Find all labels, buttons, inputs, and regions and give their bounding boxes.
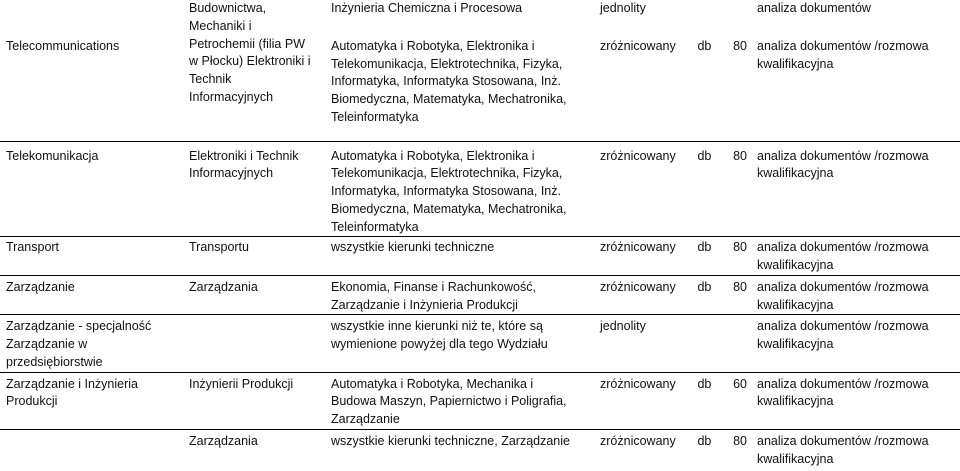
cell-mode: zróżnicowany db 80 <box>594 237 749 276</box>
cell-prior-study: wszystkie kierunki techniczne, Zarządzanie <box>331 433 570 448</box>
cell-procedure: analiza dokumentów /rozmowa kwalifikacyjna <box>749 237 960 276</box>
table-row <box>0 429 960 471</box>
table-row <box>0 315 960 372</box>
cell-faculty: Transportu <box>183 237 325 276</box>
cell-procedure: analiza dokumentów /rozmowa kwalifikacyjna <box>749 275 960 315</box>
table-row <box>0 0 960 141</box>
cell-mode: zróżnicowany db 80 <box>594 141 749 237</box>
cell-faculty: Budownictwa, Mechaniki i Petrochemii (filia PW w Płocku) Elektroniki i Technik Informacyjnych <box>183 0 325 141</box>
cell-faculty <box>183 315 325 372</box>
table-row <box>0 141 960 237</box>
cell-prior-study: wszystkie kierunki techniczne <box>325 237 594 276</box>
cell-faculty: Zarządzania <box>183 275 325 315</box>
table-row <box>0 237 960 276</box>
cell-mode: zróżnicowany db 60 <box>594 372 749 429</box>
cell-field: Transport <box>0 237 183 276</box>
cell-field: Zarządzanie - specjalność Zarządzanie w przedsiębiorstwie <box>0 315 183 372</box>
cell-faculty: Elektroniki i Technik Informacyjnych <box>183 141 325 237</box>
cell-mode: zróżnicowany db 80 <box>600 433 747 448</box>
cell-mode: zróżnicowany db 80 <box>594 275 749 315</box>
cell-procedure: analiza dokumentów /rozmowa kwalifikacyjna <box>749 141 960 237</box>
table-row <box>0 275 960 315</box>
cell-field: Telekomunikacja <box>0 141 183 237</box>
cell-procedure: analiza dokumentów /rozmowa kwalifikacyjna <box>757 433 929 466</box>
cell-field <box>0 429 183 471</box>
table-row <box>0 372 960 429</box>
cell-field: Zarządzanie i Inżynieria Produkcji <box>0 372 183 429</box>
cell-prior-study: Automatyka i Robotyka, Elektronika i Telekomunikacja, Elektrotechnika, Fizyka, Informatyka, Informatyka Stosowana, Inż. Biomedyczna, Matematyka, Mechatronika, Teleinformatyka <box>325 141 594 237</box>
cell-mode: jednolity zróżnicowany db 80 <box>594 0 749 141</box>
cell-prior-study: Inżynieria Chemiczna i Procesowa Automatyka i Robotyka, Elektronika i Telekomunikacja, Elektrotechnika, Fizyka, Informatyka, Informatyka Stosowana, Inż. Biomedyczna, Matematyka, Mechatronika, Teleinformatyka <box>325 0 594 141</box>
cell-faculty: Inżynierii Produkcji <box>183 372 325 429</box>
cell-prior-study: Ekonomia, Finanse i Rachunkowość, Zarządzanie i Inżynieria Produkcji <box>325 275 594 315</box>
cell-procedure: analiza dokumentów /rozmowa kwalifikacyjna <box>749 315 960 372</box>
cell-mode: jednolity <box>594 315 749 372</box>
cell-faculty: Zarządzania <box>189 433 258 448</box>
cell-prior-study: wszystkie inne kierunki niż te, które są wymienione powyżej dla tego Wydziału <box>325 315 594 372</box>
cell-field: Telecommunications <box>0 0 183 141</box>
cell-prior-study: Automatyka i Robotyka, Mechanika i Budowa Maszyn, Papiernictwo i Poligrafia, Zarządzanie <box>325 372 594 429</box>
cell-procedure: analiza dokumentów /rozmowa kwalifikacyjna <box>749 372 960 429</box>
cell-procedure: analiza dokumentów analiza dokumentów /rozmowa kwalifikacyjna <box>749 0 960 141</box>
cell-field: Zarządzanie <box>0 275 183 315</box>
